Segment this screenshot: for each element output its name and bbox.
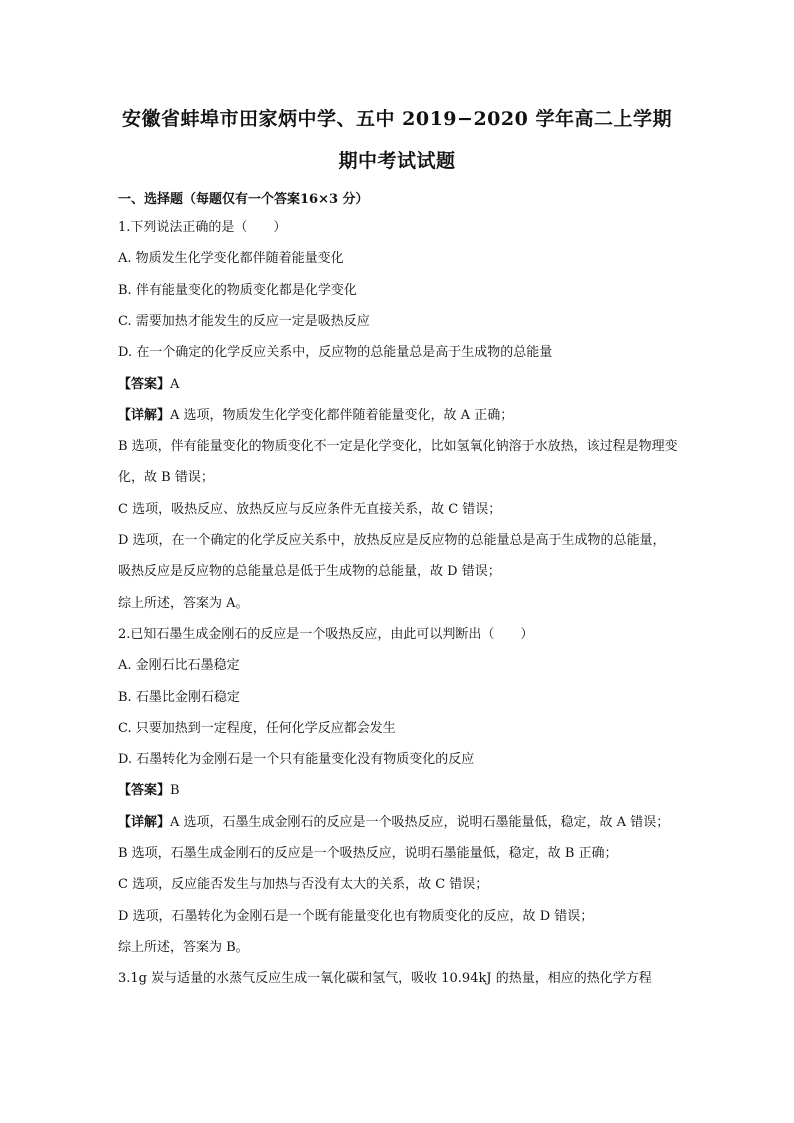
question-1-option-c: C. 需要加热才能发生的反应一定是吸热反应 [118, 314, 370, 330]
question-content [118, 212, 678, 994]
question-2-stem: 2.已知石墨生成金刚石的反应是一个吸热反应，由此可以判断出（ ） [118, 627, 534, 642]
question-1-stem: 1.下列说法正确的是（ ） [118, 220, 287, 236]
question-2-option-b: B. 石墨比金刚石稳定 [118, 689, 240, 705]
question-2-summary: 综上所述，答案为 B。 [118, 939, 249, 955]
question-2-option-a: A. 金刚石比石墨稳定 [118, 658, 240, 674]
answer-label: 【答案】 [118, 783, 171, 799]
question-2-detail-line-2: B 选项，石墨生成金刚石的反应是一个吸热反应，说明石墨能量低，稳定，故 B 正确； [118, 846, 618, 862]
question-2-detail-line-4: D 选项，石墨转化为金刚石是一个既有能量变化也有物质变化的反应，故 D 错误； [118, 908, 594, 924]
answer-value: B [170, 783, 180, 799]
detail-text: A 选项，石墨生成金刚石的反应是一个吸热反应，说明石墨能量低，稳定，故 A 错误； [170, 814, 670, 830]
question-1-answer [118, 368, 678, 399]
answer-label: 【答案】 [118, 376, 171, 392]
detail-label: 【详解】 [118, 407, 171, 423]
question-1-summary: 综上所述，答案为 A。 [118, 595, 249, 611]
question-1-detail-line-3: C 选项，吸热反应、放热反应与反应条件无直接关系，故 C 错误； [118, 501, 502, 517]
question-3-stem: 3.1g 炭与适量的水蒸气反应生成一氧化碳和氢气，吸收 10.94kJ 的热量，相应的热化学方程 [118, 971, 652, 987]
question-1-detail-line-4: D 选项，在一个确定的化学反应关系中，放热反应是反应物的总能量总是高于生成物的总能量，吸热反应是反应物的总能量总是低于生成物的总能量，故 D 错误； [118, 532, 666, 580]
detail-text: A 选项，物质发生化学变化都伴随着能量变化，故 A 正确； [170, 407, 514, 423]
document-title-line-2: 期中考试试题 [338, 150, 456, 172]
question-1-detail-line-2: B 选项，伴有能量变化的物质变化不一定是化学变化，比如氢氧化钠溶于水放热，该过程是物理变化，故 B 错误； [118, 439, 678, 486]
question-2-option-c: C. 只要加热到一定程度，任何化学反应都会发生 [118, 720, 396, 736]
question-1-option-a: A. 物质发生化学变化都伴随着能量变化 [118, 251, 344, 267]
detail-label: 【详解】 [118, 814, 171, 830]
section-header: 一、选择题（每题仅有一个答案16×3 分） [118, 192, 369, 207]
document-title-line-1: 安徽省蚌埠市田家炳中学、五中 2019−2020 学年高二上学期 [122, 108, 672, 130]
question-1-option-d: D. 在一个确定的化学反应关系中，反应物的总能量总是高于生成物的总能量 [118, 345, 553, 361]
question-2-option-d: D. 石墨转化为金刚石是一个只有能量变化没有物质变化的反应 [118, 752, 475, 768]
answer-value: A [170, 376, 180, 392]
question-1-option-b: B. 伴有能量变化的物质变化都是化学变化 [118, 282, 357, 298]
question-2-detail-line-3: C 选项，反应能否发生与加热与否没有太大的关系，故 C 错误； [118, 877, 489, 893]
